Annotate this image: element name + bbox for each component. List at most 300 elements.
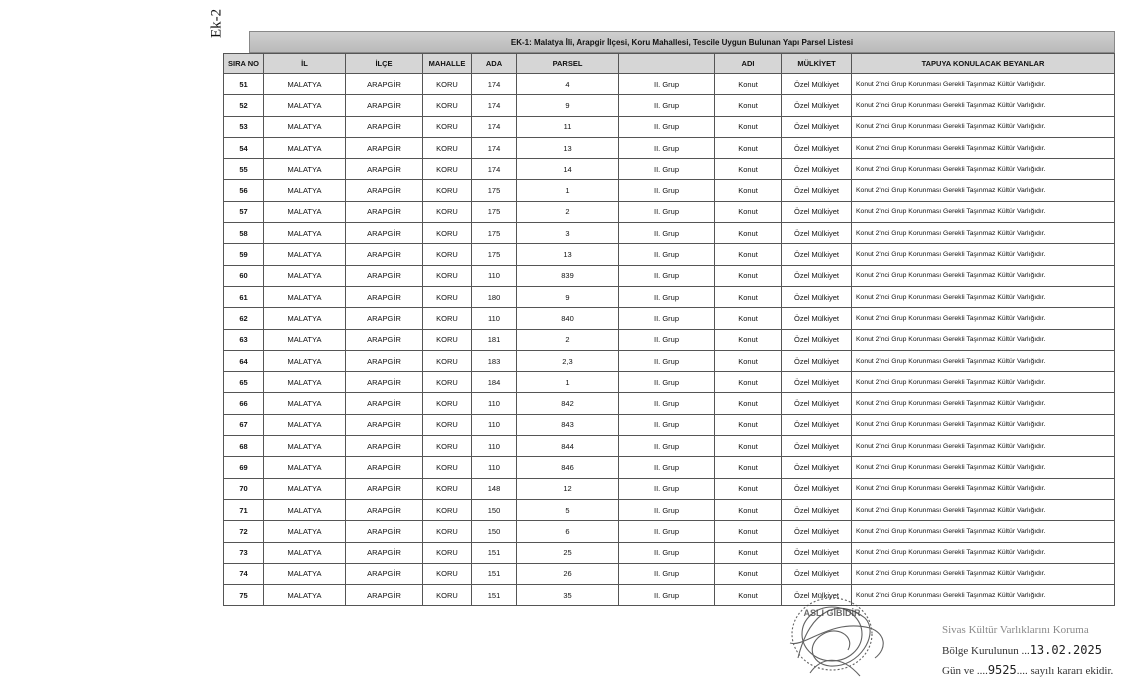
cell-beyan: Konut 2'nci Grup Korunması Gerekli Taşınmaz Kültür Varlığıdır.: [852, 95, 1115, 116]
cell-ilce: ARAPGİR: [346, 478, 423, 499]
table-row: [224, 372, 1115, 393]
parcel-table: [223, 53, 1115, 606]
table-row: [224, 116, 1115, 137]
cell-adi: Konut: [715, 137, 782, 158]
approval-date: 13.02.2025: [1029, 643, 1102, 657]
cell-ilce: ARAPGİR: [346, 159, 423, 180]
cell-mahalle: KORU: [423, 116, 472, 137]
cell-adi: Konut: [715, 393, 782, 414]
cell-ada: 110: [472, 393, 517, 414]
cell-beyan: Konut 2'nci Grup Korunması Gerekli Taşınmaz Kültür Varlığıdır.: [852, 159, 1115, 180]
cell-mulkiyet: Özel Mülkiyet: [782, 499, 852, 520]
cell-il: MALATYA: [264, 74, 346, 95]
cell-beyan: Konut 2'nci Grup Korunması Gerekli Taşınmaz Kültür Varlığıdır.: [852, 350, 1115, 371]
cell-il: MALATYA: [264, 137, 346, 158]
col-header-parsel: PARSEL: [517, 54, 619, 74]
cell-adi: Konut: [715, 159, 782, 180]
cell-ada: 110: [472, 436, 517, 457]
cell-mahalle: KORU: [423, 95, 472, 116]
cell-beyan: Konut 2'nci Grup Korunması Gerekli Taşınmaz Kültür Varlığıdır.: [852, 436, 1115, 457]
cell-parsel: 2: [517, 329, 619, 350]
cell-grup: II. Grup: [619, 478, 715, 499]
cell-mahalle: KORU: [423, 244, 472, 265]
cell-mulkiyet: Özel Mülkiyet: [782, 74, 852, 95]
table-row: [224, 542, 1115, 563]
cell-sira-no: 74: [224, 563, 264, 584]
approval-line-3-suffix: .... sayılı kararı ekidir.: [1016, 665, 1114, 677]
col-header-adi: ADI: [715, 54, 782, 74]
cell-ilce: ARAPGİR: [346, 350, 423, 371]
cell-ilce: ARAPGİR: [346, 521, 423, 542]
cell-mulkiyet: Özel Mülkiyet: [782, 286, 852, 307]
cell-beyan: Konut 2'nci Grup Korunması Gerekli Taşınmaz Kültür Varlığıdır.: [852, 286, 1115, 307]
cell-ada: 151: [472, 585, 517, 606]
cell-mahalle: KORU: [423, 542, 472, 563]
cell-il: MALATYA: [264, 180, 346, 201]
col-header-beyanlar: TAPUYA KONULACAK BEYANLAR: [852, 54, 1115, 74]
table-row: [224, 159, 1115, 180]
cell-ada: 174: [472, 159, 517, 180]
cell-sira-no: 57: [224, 201, 264, 222]
cell-mahalle: KORU: [423, 414, 472, 435]
cell-sira-no: 54: [224, 137, 264, 158]
cell-ada: 174: [472, 95, 517, 116]
cell-ada: 150: [472, 521, 517, 542]
cell-ilce: ARAPGİR: [346, 329, 423, 350]
cell-mahalle: KORU: [423, 478, 472, 499]
official-stamp: [770, 588, 900, 686]
cell-ada: 110: [472, 414, 517, 435]
cell-mulkiyet: Özel Mülkiyet: [782, 350, 852, 371]
approval-line-2: [942, 640, 1138, 660]
cell-mahalle: KORU: [423, 372, 472, 393]
cell-adi: Konut: [715, 478, 782, 499]
table-row: [224, 414, 1115, 435]
cell-ada: 175: [472, 180, 517, 201]
col-header-sira-no: SIRA NO: [224, 54, 264, 74]
cell-mahalle: KORU: [423, 457, 472, 478]
cell-adi: Konut: [715, 286, 782, 307]
cell-il: MALATYA: [264, 585, 346, 606]
cell-mulkiyet: Özel Mülkiyet: [782, 414, 852, 435]
cell-grup: II. Grup: [619, 329, 715, 350]
cell-il: MALATYA: [264, 244, 346, 265]
cell-adi: Konut: [715, 95, 782, 116]
cell-ilce: ARAPGİR: [346, 542, 423, 563]
cell-beyan: Konut 2'nci Grup Korunması Gerekli Taşınmaz Kültür Varlığıdır.: [852, 499, 1115, 520]
cell-sira-no: 59: [224, 244, 264, 265]
cell-adi: Konut: [715, 74, 782, 95]
approval-line-3: [942, 660, 1138, 680]
cell-grup: II. Grup: [619, 350, 715, 371]
cell-parsel: 11: [517, 116, 619, 137]
cell-ilce: ARAPGİR: [346, 201, 423, 222]
cell-parsel: 3: [517, 223, 619, 244]
cell-mahalle: KORU: [423, 180, 472, 201]
cell-grup: II. Grup: [619, 563, 715, 584]
table-row: [224, 436, 1115, 457]
cell-ada: 110: [472, 265, 517, 286]
table-row: [224, 74, 1115, 95]
cell-ilce: ARAPGİR: [346, 457, 423, 478]
cell-mahalle: KORU: [423, 436, 472, 457]
cell-grup: II. Grup: [619, 393, 715, 414]
cell-ilce: ARAPGİR: [346, 393, 423, 414]
cell-ilce: ARAPGİR: [346, 436, 423, 457]
table-row: [224, 499, 1115, 520]
cell-grup: II. Grup: [619, 265, 715, 286]
cell-ada: 175: [472, 223, 517, 244]
cell-adi: Konut: [715, 372, 782, 393]
cell-ada: 183: [472, 350, 517, 371]
cell-mulkiyet: Özel Mülkiyet: [782, 542, 852, 563]
cell-mulkiyet: Özel Mülkiyet: [782, 95, 852, 116]
cell-beyan: Konut 2'nci Grup Korunması Gerekli Taşınmaz Kültür Varlığıdır.: [852, 180, 1115, 201]
cell-ada: 175: [472, 201, 517, 222]
table-row: [224, 180, 1115, 201]
cell-sira-no: 75: [224, 585, 264, 606]
table-row: [224, 244, 1115, 265]
cell-sira-no: 68: [224, 436, 264, 457]
cell-mahalle: KORU: [423, 393, 472, 414]
cell-grup: II. Grup: [619, 223, 715, 244]
cell-grup: II. Grup: [619, 542, 715, 563]
cell-beyan: Konut 2'nci Grup Korunması Gerekli Taşınmaz Kültür Varlığıdır.: [852, 393, 1115, 414]
col-header-mahalle: MAHALLE: [423, 54, 472, 74]
cell-parsel: 25: [517, 542, 619, 563]
cell-adi: Konut: [715, 265, 782, 286]
cell-mahalle: KORU: [423, 350, 472, 371]
cell-sira-no: 56: [224, 180, 264, 201]
cell-il: MALATYA: [264, 521, 346, 542]
cell-grup: II. Grup: [619, 244, 715, 265]
cell-mahalle: KORU: [423, 521, 472, 542]
cell-mahalle: KORU: [423, 585, 472, 606]
approval-line-3-prefix: Gün ve ....: [942, 665, 988, 677]
cell-il: MALATYA: [264, 436, 346, 457]
cell-sira-no: 73: [224, 542, 264, 563]
table-row: [224, 478, 1115, 499]
cell-grup: II. Grup: [619, 521, 715, 542]
cell-parsel: 842: [517, 393, 619, 414]
table-row: [224, 585, 1115, 606]
cell-parsel: 846: [517, 457, 619, 478]
cell-mulkiyet: Özel Mülkiyet: [782, 372, 852, 393]
cell-ilce: ARAPGİR: [346, 414, 423, 435]
col-header-ilce: İLÇE: [346, 54, 423, 74]
cell-grup: II. Grup: [619, 180, 715, 201]
table-row: [224, 393, 1115, 414]
cell-parsel: 12: [517, 478, 619, 499]
cell-beyan: Konut 2'nci Grup Korunması Gerekli Taşınmaz Kültür Varlığıdır.: [852, 563, 1115, 584]
cell-adi: Konut: [715, 436, 782, 457]
cell-mahalle: KORU: [423, 159, 472, 180]
cell-adi: Konut: [715, 244, 782, 265]
cell-beyan: Konut 2'nci Grup Korunması Gerekli Taşınmaz Kültür Varlığıdır.: [852, 478, 1115, 499]
cell-mahalle: KORU: [423, 308, 472, 329]
cell-ada: 110: [472, 457, 517, 478]
decision-number: 9525: [987, 663, 1017, 677]
cell-beyan: Konut 2'nci Grup Korunması Gerekli Taşınmaz Kültür Varlığıdır.: [852, 201, 1115, 222]
cell-ilce: ARAPGİR: [346, 585, 423, 606]
cell-adi: Konut: [715, 585, 782, 606]
cell-adi: Konut: [715, 521, 782, 542]
cell-beyan: Konut 2'nci Grup Korunması Gerekli Taşınmaz Kültür Varlığıdır.: [852, 542, 1115, 563]
table-row: [224, 521, 1115, 542]
table-row: [224, 223, 1115, 244]
cell-il: MALATYA: [264, 308, 346, 329]
cell-mulkiyet: Özel Mülkiyet: [782, 329, 852, 350]
cell-mahalle: KORU: [423, 499, 472, 520]
cell-mulkiyet: Özel Mülkiyet: [782, 116, 852, 137]
approval-note: [942, 620, 1138, 684]
cell-il: MALATYA: [264, 223, 346, 244]
table-row: [224, 201, 1115, 222]
cell-beyan: Konut 2'nci Grup Korunması Gerekli Taşınmaz Kültür Varlığıdır.: [852, 223, 1115, 244]
approval-line-1: Sivas Kültür Varlıklarını Koruma: [942, 624, 1089, 636]
cell-mulkiyet: Özel Mülkiyet: [782, 393, 852, 414]
cell-ilce: ARAPGİR: [346, 223, 423, 244]
col-header-mulkiyet: MÜLKİYET: [782, 54, 852, 74]
cell-mulkiyet: Özel Mülkiyet: [782, 585, 852, 606]
col-header-ada: ADA: [472, 54, 517, 74]
cell-sira-no: 60: [224, 265, 264, 286]
cell-mahalle: KORU: [423, 137, 472, 158]
cell-beyan: Konut 2'nci Grup Korunması Gerekli Taşınmaz Kültür Varlığıdır.: [852, 372, 1115, 393]
cell-grup: II. Grup: [619, 74, 715, 95]
cell-grup: II. Grup: [619, 457, 715, 478]
approval-line-2-prefix: Bölge Kurulunun ...: [942, 645, 1030, 657]
cell-adi: Konut: [715, 563, 782, 584]
cell-parsel: 9: [517, 95, 619, 116]
cell-parsel: 2: [517, 201, 619, 222]
cell-adi: Konut: [715, 180, 782, 201]
cell-beyan: Konut 2'nci Grup Korunması Gerekli Taşınmaz Kültür Varlığıdır.: [852, 265, 1115, 286]
stamp-text: ASLI GİBİDİR: [803, 608, 861, 618]
cell-mahalle: KORU: [423, 201, 472, 222]
cell-mulkiyet: Özel Mülkiyet: [782, 223, 852, 244]
cell-mulkiyet: Özel Mülkiyet: [782, 244, 852, 265]
table-row: [224, 329, 1115, 350]
table-row: [224, 563, 1115, 584]
cell-grup: II. Grup: [619, 159, 715, 180]
table-title: EK-1: Malatya İli, Arapgir İlçesi, Koru Mahallesi, Tescile Uygun Bulunan Yapı Parsel Listesi: [249, 31, 1115, 53]
cell-mulkiyet: Özel Mülkiyet: [782, 563, 852, 584]
cell-adi: Konut: [715, 350, 782, 371]
cell-grup: II. Grup: [619, 201, 715, 222]
cell-beyan: Konut 2'nci Grup Korunması Gerekli Taşınmaz Kültür Varlığıdır.: [852, 585, 1115, 606]
table-row: [224, 350, 1115, 371]
cell-parsel: 9: [517, 286, 619, 307]
cell-ada: 180: [472, 286, 517, 307]
cell-ada: 151: [472, 563, 517, 584]
cell-ilce: ARAPGİR: [346, 265, 423, 286]
cell-ilce: ARAPGİR: [346, 499, 423, 520]
cell-parsel: 1: [517, 372, 619, 393]
cell-il: MALATYA: [264, 542, 346, 563]
cell-il: MALATYA: [264, 95, 346, 116]
cell-ilce: ARAPGİR: [346, 308, 423, 329]
cell-mahalle: KORU: [423, 265, 472, 286]
cell-ada: 174: [472, 137, 517, 158]
cell-parsel: 26: [517, 563, 619, 584]
cell-ilce: ARAPGİR: [346, 180, 423, 201]
cell-beyan: Konut 2'nci Grup Korunması Gerekli Taşınmaz Kültür Varlığıdır.: [852, 116, 1115, 137]
cell-beyan: Konut 2'nci Grup Korunması Gerekli Taşınmaz Kültür Varlığıdır.: [852, 521, 1115, 542]
cell-il: MALATYA: [264, 414, 346, 435]
cell-mahalle: KORU: [423, 223, 472, 244]
cell-il: MALATYA: [264, 116, 346, 137]
cell-beyan: Konut 2'nci Grup Korunması Gerekli Taşınmaz Kültür Varlığıdır.: [852, 308, 1115, 329]
cell-il: MALATYA: [264, 201, 346, 222]
cell-il: MALATYA: [264, 563, 346, 584]
table-row: [224, 95, 1115, 116]
table-row: [224, 457, 1115, 478]
cell-grup: II. Grup: [619, 95, 715, 116]
cell-ilce: ARAPGİR: [346, 563, 423, 584]
cell-sira-no: 65: [224, 372, 264, 393]
cell-grup: II. Grup: [619, 499, 715, 520]
cell-ada: 174: [472, 74, 517, 95]
cell-mahalle: KORU: [423, 74, 472, 95]
cell-il: MALATYA: [264, 329, 346, 350]
cell-mulkiyet: Özel Mülkiyet: [782, 201, 852, 222]
cell-grup: II. Grup: [619, 414, 715, 435]
cell-mulkiyet: Özel Mülkiyet: [782, 137, 852, 158]
cell-adi: Konut: [715, 116, 782, 137]
cell-ilce: ARAPGİR: [346, 286, 423, 307]
cell-il: MALATYA: [264, 499, 346, 520]
cell-beyan: Konut 2'nci Grup Korunması Gerekli Taşınmaz Kültür Varlığıdır.: [852, 457, 1115, 478]
cell-sira-no: 53: [224, 116, 264, 137]
cell-adi: Konut: [715, 201, 782, 222]
cell-parsel: 13: [517, 244, 619, 265]
cell-grup: II. Grup: [619, 116, 715, 137]
cell-parsel: 13: [517, 137, 619, 158]
cell-adi: Konut: [715, 457, 782, 478]
cell-parsel: 4: [517, 74, 619, 95]
cell-ada: 181: [472, 329, 517, 350]
cell-il: MALATYA: [264, 372, 346, 393]
cell-grup: II. Grup: [619, 137, 715, 158]
table-header-row: [224, 54, 1115, 74]
cell-sira-no: 72: [224, 521, 264, 542]
cell-il: MALATYA: [264, 478, 346, 499]
cell-ilce: ARAPGİR: [346, 137, 423, 158]
cell-sira-no: 55: [224, 159, 264, 180]
cell-mulkiyet: Özel Mülkiyet: [782, 436, 852, 457]
cell-il: MALATYA: [264, 286, 346, 307]
cell-parsel: 843: [517, 414, 619, 435]
cell-grup: II. Grup: [619, 372, 715, 393]
cell-ada: 110: [472, 308, 517, 329]
cell-grup: II. Grup: [619, 286, 715, 307]
cell-il: MALATYA: [264, 393, 346, 414]
cell-il: MALATYA: [264, 350, 346, 371]
page-label: Ek-2: [208, 8, 225, 38]
cell-sira-no: 71: [224, 499, 264, 520]
cell-sira-no: 63: [224, 329, 264, 350]
cell-adi: Konut: [715, 223, 782, 244]
cell-mulkiyet: Özel Mülkiyet: [782, 159, 852, 180]
cell-sira-no: 64: [224, 350, 264, 371]
cell-parsel: 839: [517, 265, 619, 286]
cell-parsel: 5: [517, 499, 619, 520]
cell-parsel: 2,3: [517, 350, 619, 371]
cell-parsel: 6: [517, 521, 619, 542]
table-row: [224, 308, 1115, 329]
cell-parsel: 1: [517, 180, 619, 201]
cell-sira-no: 58: [224, 223, 264, 244]
cell-mahalle: KORU: [423, 563, 472, 584]
cell-parsel: 14: [517, 159, 619, 180]
table-row: [224, 137, 1115, 158]
cell-beyan: Konut 2'nci Grup Korunması Gerekli Taşınmaz Kültür Varlığıdır.: [852, 244, 1115, 265]
cell-beyan: Konut 2'nci Grup Korunması Gerekli Taşınmaz Kültür Varlığıdır.: [852, 329, 1115, 350]
cell-ilce: ARAPGİR: [346, 244, 423, 265]
cell-ilce: ARAPGİR: [346, 116, 423, 137]
cell-mulkiyet: Özel Mülkiyet: [782, 265, 852, 286]
cell-parsel: 844: [517, 436, 619, 457]
cell-grup: II. Grup: [619, 585, 715, 606]
cell-mahalle: KORU: [423, 286, 472, 307]
cell-sira-no: 52: [224, 95, 264, 116]
cell-parsel: 840: [517, 308, 619, 329]
cell-adi: Konut: [715, 329, 782, 350]
cell-adi: Konut: [715, 414, 782, 435]
cell-beyan: Konut 2'nci Grup Korunması Gerekli Taşınmaz Kültür Varlığıdır.: [852, 137, 1115, 158]
cell-grup: II. Grup: [619, 308, 715, 329]
cell-ada: 174: [472, 116, 517, 137]
cell-sira-no: 51: [224, 74, 264, 95]
cell-adi: Konut: [715, 499, 782, 520]
cell-adi: Konut: [715, 308, 782, 329]
cell-parsel: 35: [517, 585, 619, 606]
table-row: [224, 265, 1115, 286]
cell-sira-no: 69: [224, 457, 264, 478]
cell-sira-no: 67: [224, 414, 264, 435]
cell-mulkiyet: Özel Mülkiyet: [782, 308, 852, 329]
col-header-il: İL: [264, 54, 346, 74]
cell-beyan: Konut 2'nci Grup Korunması Gerekli Taşınmaz Kültür Varlığıdır.: [852, 414, 1115, 435]
cell-mulkiyet: Özel Mülkiyet: [782, 478, 852, 499]
col-header-grup: [619, 54, 715, 74]
cell-beyan: Konut 2'nci Grup Korunması Gerekli Taşınmaz Kültür Varlığıdır.: [852, 74, 1115, 95]
cell-grup: II. Grup: [619, 436, 715, 457]
cell-il: MALATYA: [264, 457, 346, 478]
cell-mahalle: KORU: [423, 329, 472, 350]
cell-adi: Konut: [715, 542, 782, 563]
table-row: [224, 286, 1115, 307]
cell-mulkiyet: Özel Mülkiyet: [782, 180, 852, 201]
cell-sira-no: 66: [224, 393, 264, 414]
cell-ada: 184: [472, 372, 517, 393]
cell-mulkiyet: Özel Mülkiyet: [782, 457, 852, 478]
cell-sira-no: 62: [224, 308, 264, 329]
cell-ada: 148: [472, 478, 517, 499]
cell-ada: 151: [472, 542, 517, 563]
cell-ilce: ARAPGİR: [346, 95, 423, 116]
cell-il: MALATYA: [264, 265, 346, 286]
cell-il: MALATYA: [264, 159, 346, 180]
cell-ada: 150: [472, 499, 517, 520]
cell-ilce: ARAPGİR: [346, 74, 423, 95]
cell-sira-no: 70: [224, 478, 264, 499]
cell-ilce: ARAPGİR: [346, 372, 423, 393]
cell-sira-no: 61: [224, 286, 264, 307]
cell-ada: 175: [472, 244, 517, 265]
cell-mulkiyet: Özel Mülkiyet: [782, 521, 852, 542]
